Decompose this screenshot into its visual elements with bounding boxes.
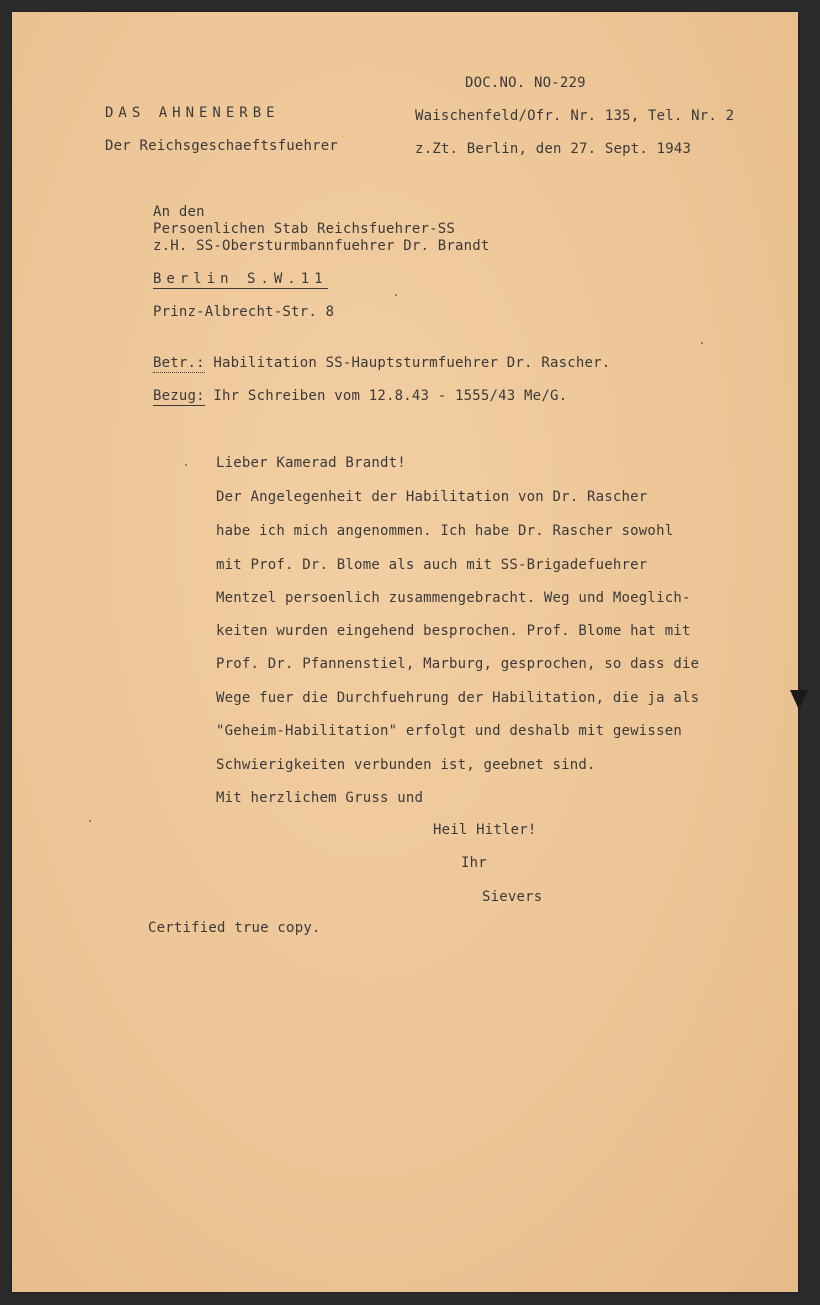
body-line: habe ich mich angenommen. Ich habe Dr. Rascher sowohl [216, 523, 674, 539]
body-line: Schwierigkeiten verbunden ist, geebnet sind. [216, 757, 596, 773]
body-line: keiten wurden eingehend besprochen. Prof. Blome hat mit [216, 623, 691, 639]
subject-line [153, 355, 610, 371]
signature-name: Sievers [482, 889, 543, 905]
body-line: Der Angelegenheit der Habilitation von Dr. Rascher [216, 489, 648, 505]
certified-copy-note: Certified true copy. [148, 920, 321, 936]
paper-speck [89, 820, 91, 822]
recipient-line-3: z.H. SS-Obersturmbannfuehrer Dr. Brandt [153, 238, 490, 254]
reference-label: Bezug: [153, 388, 205, 404]
body-line: Wege fuer die Durchfuehrung der Habilitation, die ja als [216, 690, 700, 706]
signature-ihr: Ihr [461, 855, 487, 871]
sender-address: Waischenfeld/Ofr. Nr. 135, Tel. Nr. 2 [415, 108, 735, 124]
recipient-line-2: Persoenlichen Stab Reichsfuehrer-SS [153, 221, 456, 237]
closing: Mit herzlichem Gruss und [216, 790, 424, 806]
reference-line [153, 388, 567, 404]
salutation: Lieber Kamerad Brandt! [216, 455, 406, 471]
recipient-street: Prinz-Albrecht-Str. 8 [153, 304, 335, 320]
body-line: mit Prof. Dr. Blome als auch mit SS-Brigadefuehrer [216, 557, 648, 573]
body-line: Prof. Dr. Pfannenstiel, Marburg, gesprochen, so dass die [216, 656, 700, 672]
letter-date: z.Zt. Berlin, den 27. Sept. 1943 [415, 141, 692, 157]
body-line: Mentzel persoenlich zusammengebracht. Weg und Moeglich- [216, 590, 691, 606]
page-edge-marker [790, 690, 808, 710]
paper-speck [395, 294, 397, 296]
organization-name: DAS AHNENERBE [105, 105, 280, 121]
doc-number: DOC.NO. NO-229 [465, 75, 586, 91]
body-line: "Geheim-Habilitation" erfolgt und deshalb mit gewissen [216, 723, 682, 739]
organization-subtitle: Der Reichsgeschaeftsfuehrer [105, 138, 338, 154]
subject-text: Habilitation SS-Hauptsturmfuehrer Dr. Rascher. [213, 355, 611, 371]
document-page [12, 12, 798, 1292]
subject-label: Betr.: [153, 355, 205, 371]
reference-text: Ihr Schreiben vom 12.8.43 - 1555/43 Me/G. [213, 388, 568, 404]
recipient-city: Berlin S.W.11 [153, 271, 328, 287]
recipient-line-1: An den [153, 204, 205, 220]
paper-speck [701, 342, 703, 344]
signature-greeting: Heil Hitler! [433, 822, 537, 838]
paper-speck [185, 464, 187, 466]
